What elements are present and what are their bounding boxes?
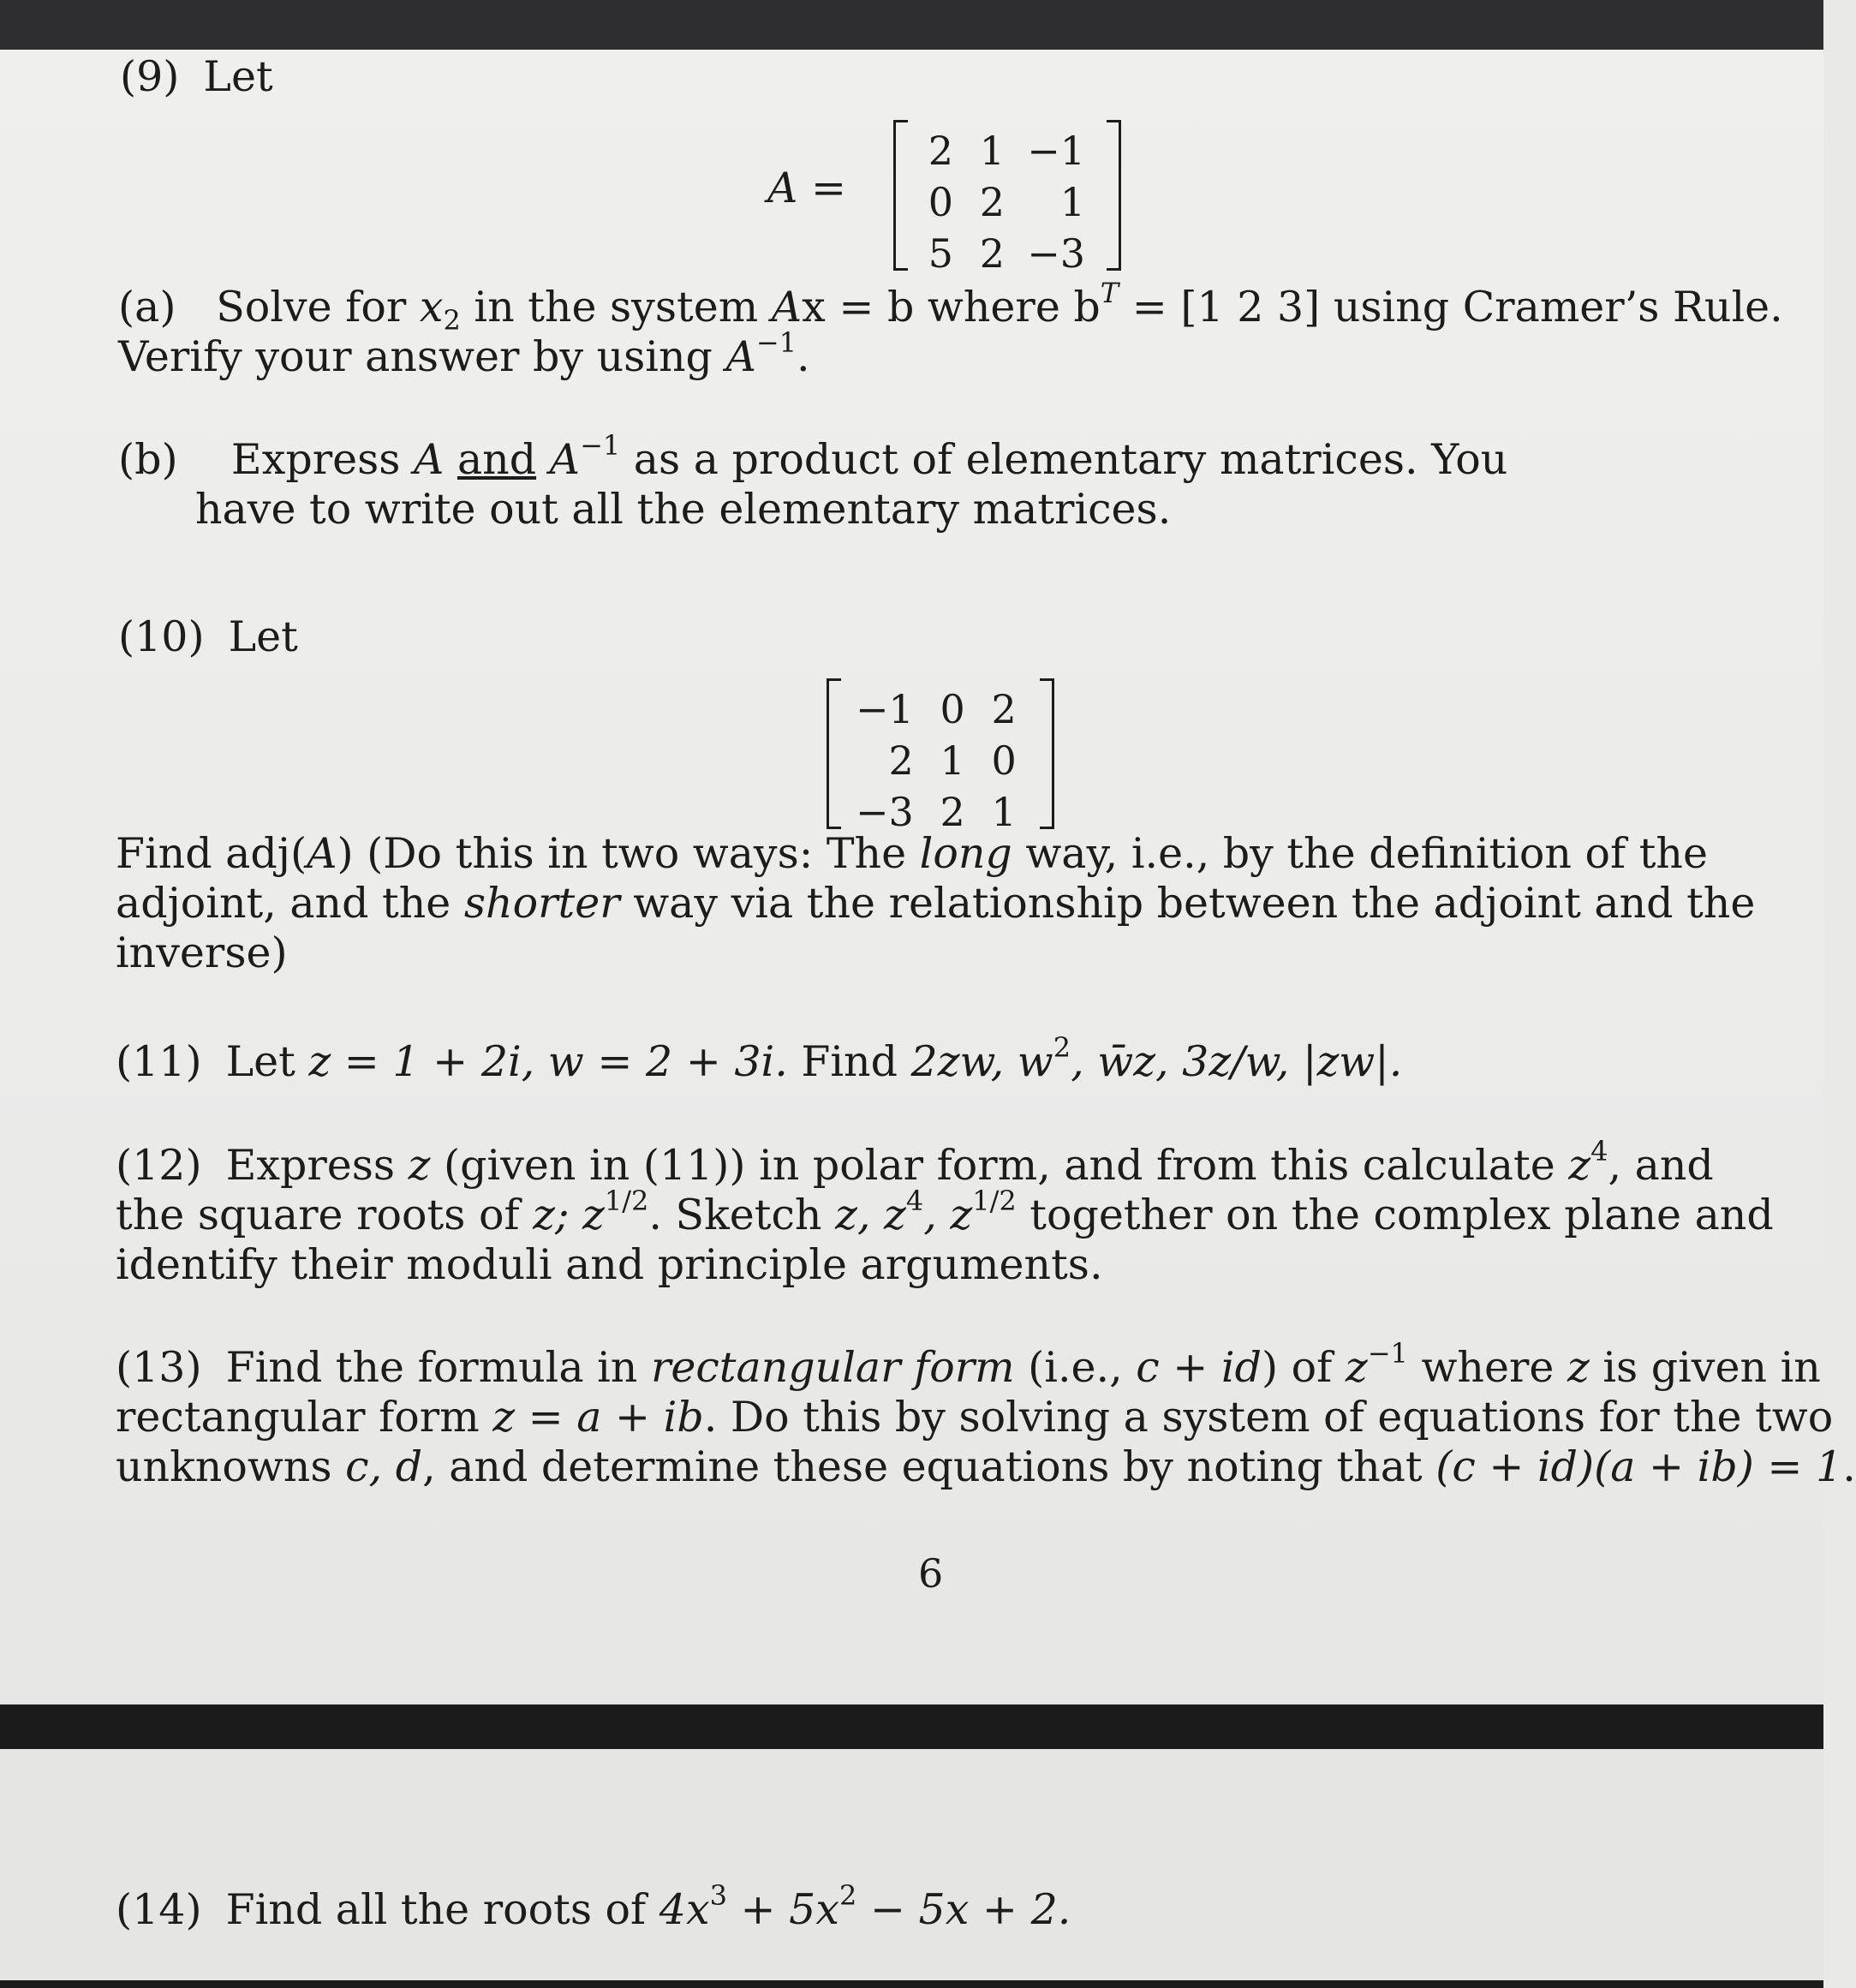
matrix-lhs xyxy=(767,163,846,214)
matrix-a xyxy=(893,120,1121,277)
matrix-cell: −1 xyxy=(1027,128,1085,174)
problem-number: (9) xyxy=(120,52,180,101)
matrix-cell: 2 xyxy=(928,128,953,174)
problem-9-heading xyxy=(120,51,273,103)
problem-9b: (b) Express A and $A^{-1}$ as a product of elementary matrices. You have to write out all the elementary matrices. xyxy=(118,429,1508,534)
problem-14: (14) Find all the roots of $4x^3 + 5x^2 - 5x + 2$. xyxy=(116,1879,1071,1934)
matrix-cell: −3 xyxy=(1027,230,1085,277)
problem-number: (11) xyxy=(116,1037,202,1086)
matrix-label: A = xyxy=(767,164,847,212)
problem-10-text: Find adj(A) (Do this in two ways: The long way, i.e., by the definition of the adjoint, and the shorter way via the relationship between the adjoint and the inverse) xyxy=(116,829,1756,977)
bottom-bezel xyxy=(0,1980,1823,1988)
matrix-cell: −3 xyxy=(856,789,914,835)
problem-number: (14) xyxy=(116,1885,202,1934)
problem-number: (12) xyxy=(116,1141,202,1190)
problem-number: (10) xyxy=(118,612,205,661)
let-word: Let xyxy=(228,612,298,661)
matrix-cell: 0 xyxy=(928,179,953,225)
let-word: Let xyxy=(203,52,273,101)
matrix-cell: −1 xyxy=(856,686,914,732)
matrix-cell: 0 xyxy=(991,737,1017,784)
next-page xyxy=(0,1749,1823,1980)
matrix-cell: 5 xyxy=(928,230,953,277)
part-label: (b) xyxy=(118,435,178,484)
problem-9a: (a) Solve for $x_2$ in the system Ax = b where $b^T = [1$ 2 3] using Cramer’s Rule. Verify your answer by using $A^{-1}$. xyxy=(118,277,1783,381)
matrix-cell: 0 xyxy=(940,686,965,732)
matrix-cell: 2 xyxy=(888,737,914,784)
problem-11: (11) Let z = 1 + 2i, w = 2 + 3i. Find 2zw, $w^2$, w̄z, 3z/w, |zw|. xyxy=(116,1031,1403,1086)
problem-number: (13) xyxy=(116,1343,202,1392)
problem-12: (12) Express z (given in (11)) in polar form, and from this calculate $z^4$, and the square roots of z; $z^{1/2}$. Sketch z, $z^4$, $z^{1/2}$ together on the complex plane and identify their moduli and principle arguments. xyxy=(116,1135,1774,1289)
part-label: (a) xyxy=(118,283,176,331)
matrix-cell: 1 xyxy=(991,789,1017,835)
matrix-cell: 2 xyxy=(979,230,1005,277)
problem-10-heading xyxy=(118,612,298,663)
page-gap xyxy=(0,1704,1823,1749)
matrix-cell: 2 xyxy=(991,686,1017,732)
top-bezel xyxy=(0,0,1823,50)
page-number: 6 xyxy=(918,1550,944,1597)
matrix-cell: 2 xyxy=(979,179,1005,225)
matrix-cell: 1 xyxy=(979,128,1005,174)
problem-13: (13) Find the formula in rectangular form (i.e., c + id) of $z^{-1}$ where z is given in rectangular form z = a + ib. Do this by solving a system of equations for the two unknowns c, d, and determine these equations by noting that (c + id)(a + ib) = 1. xyxy=(116,1337,1856,1491)
matrix-10 xyxy=(827,678,1054,835)
matrix-cell: 2 xyxy=(940,789,965,835)
matrix-cell: 1 xyxy=(940,737,965,784)
matrix-cell: 1 xyxy=(1059,179,1085,225)
